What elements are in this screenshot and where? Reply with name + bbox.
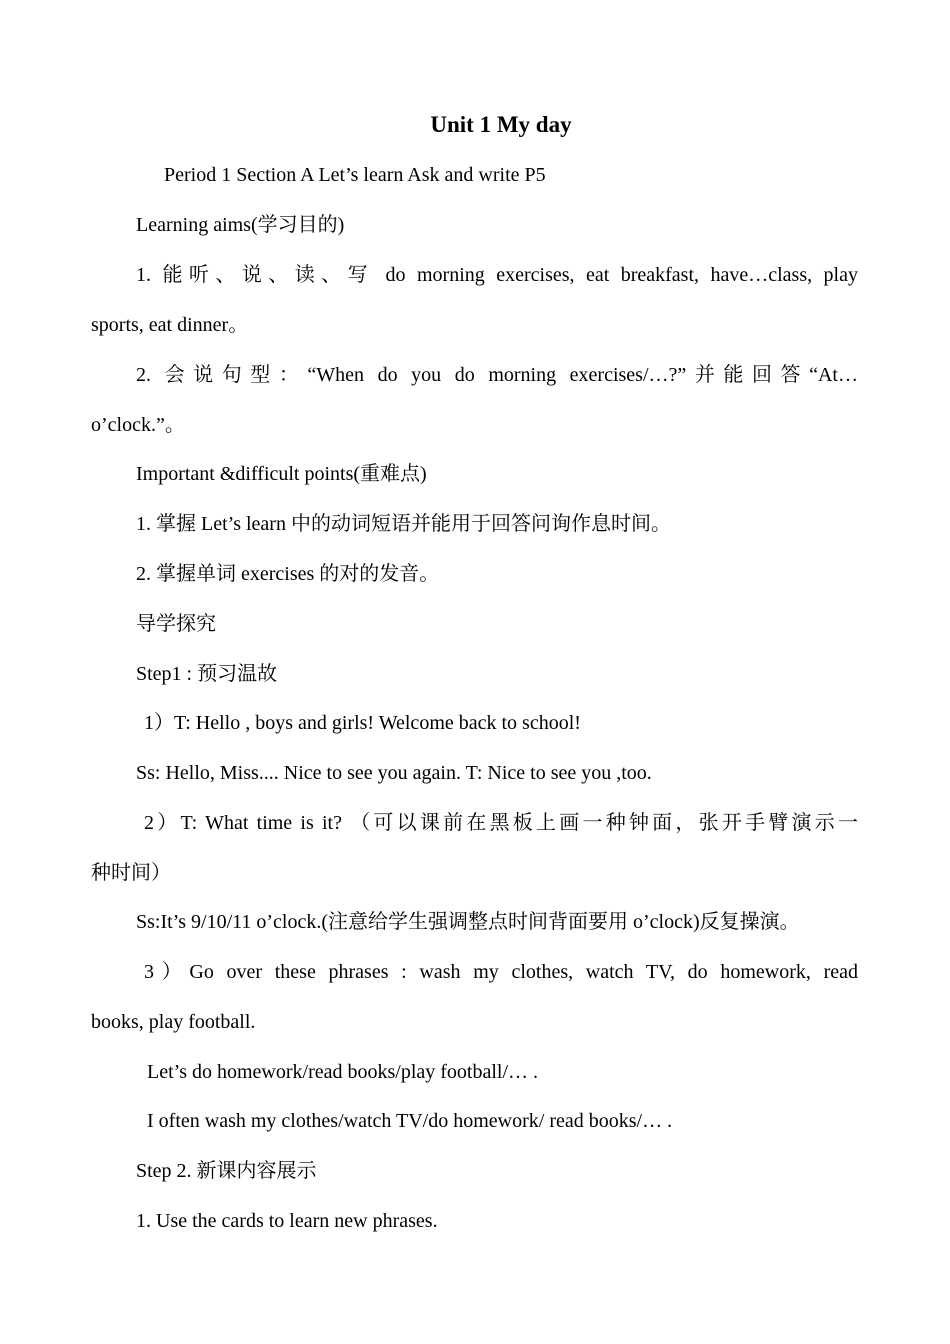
- step-1-lets-sentence: Let’s do homework/read books/play football/… .: [147, 1061, 539, 1083]
- guide-heading: 导学探究: [136, 613, 216, 635]
- aim-2-line-2: o’clock.”。: [91, 414, 185, 436]
- step-1-item-1: 1）T: Hello , boys and girls! Welcome back to school!: [144, 712, 581, 734]
- step-1-heading: Step1 : 预习温故: [136, 663, 278, 685]
- point-1: 1. 掌握 Let’s learn 中的动词短语并能用于回答问询作息时间。: [136, 513, 671, 535]
- step-1-item-3-line-1: 3）Go over these phrases : wash my clothes, watch TV, do homework, read: [144, 961, 858, 983]
- learning-aims-heading: Learning aims(学习目的): [136, 214, 345, 236]
- aim-1-line-1: 1. 能听、说、读、写 do morning exercises, eat breakfast, have…class, play: [136, 264, 858, 286]
- step-1-item-3-line-2: books, play football.: [91, 1011, 256, 1033]
- step-2-heading: Step 2. 新课内容展示: [136, 1160, 317, 1182]
- document-title: Unit 1 My day: [430, 112, 572, 137]
- aim-2-line-1: 2. 会说句型：“When do you do morning exercises/…?”并能回答“At…: [136, 364, 858, 386]
- lesson-subtitle: Period 1 Section A Let’s learn Ask and write P5: [164, 164, 546, 186]
- step-1-often-sentence: I often wash my clothes/watch TV/do homework/ read books/… .: [147, 1110, 673, 1132]
- step-2-item-1: 1. Use the cards to learn new phrases.: [136, 1210, 438, 1232]
- aim-1-line-2: sports, eat dinner。: [91, 314, 249, 336]
- important-points-heading: Important &difficult points(重难点): [136, 463, 427, 485]
- point-2: 2. 掌握单词 exercises 的对的发音。: [136, 563, 440, 585]
- step-1-item-2-line-1: 2）T: What time is it? （可以课前在黑板上画一种钟面，张开手臂演示一: [144, 812, 858, 834]
- step-1-item-2-reply: Ss:It’s 9/10/11 o’clock.(注意给学生强调整点时间背面要用 o’clock)反复操演。: [136, 911, 800, 933]
- step-1-item-1-reply: Ss: Hello, Miss.... Nice to see you again. T: Nice to see you ,too.: [136, 762, 652, 784]
- step-1-item-2-line-2: 种时间）: [91, 862, 171, 884]
